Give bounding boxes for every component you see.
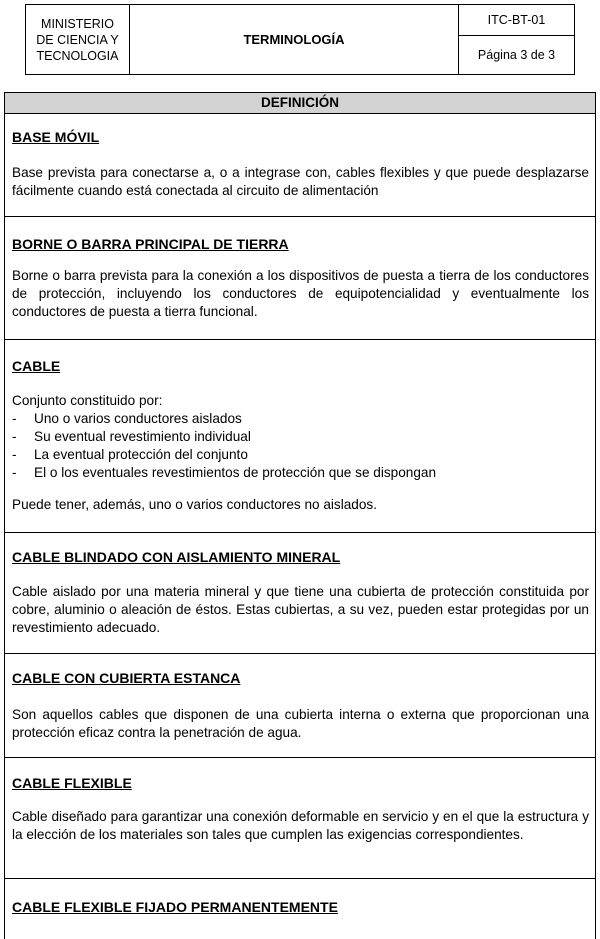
term-title: BASE MÓVIL (12, 129, 100, 145)
definition-entry (5, 879, 595, 939)
list-item: - El o los eventuales revestimientos de protección que se dispongan (12, 464, 589, 482)
term-definition: Cable diseñado para garantizar una conexión deformable en servicio y en el que la estructura y la elección de los materiales son tales que cumplen las exigencias correspondientes. (12, 809, 589, 842)
list-item: - Su eventual revestimiento individual (12, 428, 589, 446)
definitions-table (4, 92, 596, 939)
list-item: - La eventual protección del conjunto (12, 446, 589, 464)
document-title: TERMINOLOGÍA (243, 32, 345, 47)
definition-entry (5, 114, 595, 217)
ministry-cell (26, 5, 130, 74)
reference-cell (458, 5, 574, 74)
term-definition: Son aquellos cables que disponen de una cubierta interna o externa que proporcionan una protección eficaz contra la penetración de agua. (12, 707, 589, 740)
ministry-line: DE CIENCIA Y (36, 32, 119, 47)
term-definition: Base prevista para conectarse a, o a integrase con, cables flexibles y que puede desplazarse fácilmente cuando está conectada al circuito de alimentación (12, 165, 589, 198)
term-title: BORNE O BARRA PRINCIPAL DE TIERRA (12, 236, 289, 252)
definition-entry (5, 654, 595, 758)
table-heading: DEFINICIÓN (5, 93, 595, 114)
term-title: CABLE FLEXIBLE FIJADO PERMANENTEMENTE (12, 899, 338, 915)
term-title: CABLE CON CUBIERTA ESTANCA (12, 670, 241, 686)
definition-entry (5, 340, 595, 533)
page-number: Página 3 de 3 (477, 48, 556, 62)
term-note: Puede tener, además, uno o varios conductores no aislados. (12, 497, 377, 512)
list-intro: Conjunto constituido por: (12, 393, 163, 408)
document-header (25, 4, 575, 75)
term-definition (12, 392, 589, 514)
ministry-line: TECNOLOGIA (36, 48, 119, 63)
term-definition: Cable aislado por una materia mineral y que tiene una cubierta de protección constituida por cobre, aluminio o aleación de éstos. Estas cubiertas, a su vez, pueden estar protegidas por un revestimiento adecuado. (12, 584, 589, 635)
definition-entry (5, 217, 595, 340)
component-list (12, 410, 589, 482)
term-title: CABLE BLINDADO CON AISLAMIENTO MINERAL (12, 549, 341, 565)
ministry-line: MINISTERIO (41, 16, 114, 31)
term-title: CABLE FLEXIBLE (12, 775, 132, 791)
definition-entry (5, 533, 595, 654)
definition-entry (5, 758, 595, 879)
document-code: ITC-BT-01 (459, 5, 574, 36)
list-item: - Uno o varios conductores aislados (12, 410, 589, 428)
term-title: CABLE (12, 358, 61, 374)
term-definition: Borne o barra prevista para la conexión a los dispositivos de puesta a tierra de los conductores de protección, incluyendo los conductores de equipotencialidad y eventualmente los conductores de puesta a tierra funcional. (12, 268, 589, 319)
